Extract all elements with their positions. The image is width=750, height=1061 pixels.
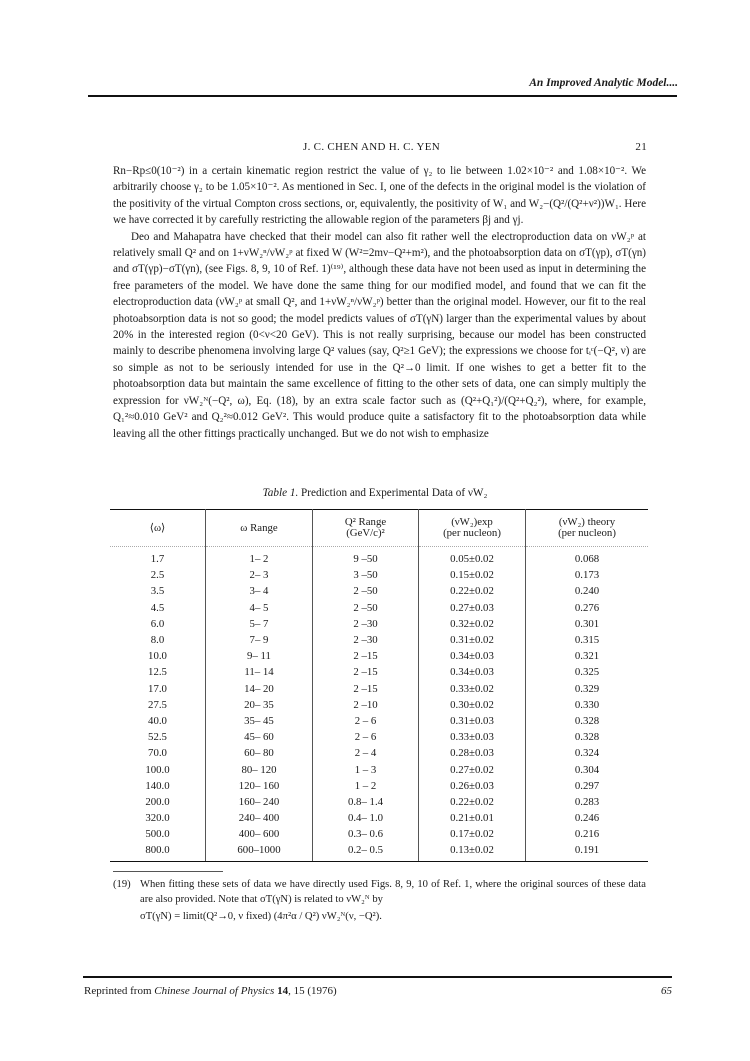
table-cell: 2– 3 [206, 567, 313, 583]
table-cell: 0.22±0.02 [419, 794, 526, 810]
table-cell: 9– 11 [206, 648, 313, 664]
table-cell: 60– 80 [206, 745, 313, 761]
table-cell: 2.5 [150, 569, 165, 582]
table-cell: 0.34±0.03 [419, 648, 526, 664]
table-cell: 0.297 [526, 778, 649, 794]
table-row [110, 778, 648, 794]
table-row [110, 547, 648, 568]
table-cell: 70.0 [148, 747, 167, 760]
data-table [110, 509, 648, 862]
table-cell: 0.329 [526, 681, 649, 697]
table-cell: 0.304 [526, 761, 649, 777]
table-row [110, 761, 648, 777]
table-cell: 600–1000 [206, 842, 313, 861]
table-caption-label: Table 1. [262, 487, 299, 499]
table-cell: 0.2– 0.5 [313, 842, 419, 861]
table-cell: 2 – 4 [313, 745, 419, 761]
table-cell: 14– 20 [206, 681, 313, 697]
table-cell: 0.328 [526, 713, 649, 729]
table-cell: 2 –15 [313, 664, 419, 680]
table-row [110, 616, 648, 632]
table-cell: 0.15±0.02 [419, 567, 526, 583]
table-caption [0, 487, 750, 499]
table-cell: 2 –15 [313, 648, 419, 664]
table-cell: 1 – 3 [313, 761, 419, 777]
column-header: Q² Range (GeV/c)² [313, 510, 419, 547]
body-text [113, 163, 646, 442]
table-cell: 0.321 [526, 648, 649, 664]
table-cell: 2 –15 [313, 681, 419, 697]
table-row [110, 583, 648, 599]
footnote-text: When fitting these sets of data we have directly used Figs. 8, 9, 10 of Ref. 1, where the original sources of these data are also provided. Note that σT(γN) is related to νW₂ᴺ by [140, 879, 646, 905]
table-caption-text: Prediction and Experimental Data of νW₂ [301, 487, 488, 499]
table-cell: 0.05±0.02 [419, 547, 526, 568]
footer-prefix: Reprinted from [84, 985, 155, 997]
table-cell: 0.31±0.02 [419, 632, 526, 648]
table-cell: 10.0 [148, 650, 167, 663]
footer-volume: 14 [277, 985, 289, 997]
table-cell: 0.328 [526, 729, 649, 745]
table-cell: 0.191 [526, 842, 649, 861]
journal-page-number: 21 [635, 141, 647, 153]
table-cell: 0.30±0.02 [419, 697, 526, 713]
table-cell: 11– 14 [206, 664, 313, 680]
table-cell: 0.240 [526, 583, 649, 599]
table-cell: 0.32±0.02 [419, 616, 526, 632]
table-cell: 0.34±0.03 [419, 664, 526, 680]
table-row [110, 664, 648, 680]
table-cell: 4– 5 [206, 600, 313, 616]
table-cell: 0.27±0.03 [419, 600, 526, 616]
table-cell: 400– 600 [206, 826, 313, 842]
top-rule [88, 95, 677, 97]
table-row [110, 810, 648, 826]
column-header: ⟨ω⟩ [110, 510, 206, 547]
table-cell: 3 –50 [313, 567, 419, 583]
paragraph: Deo and Mahapatra have checked that their model can also fit rather well the electroproduction data on νW₂ᵖ at relatively small Q² and on 1+νW₂ⁿ/νW₂ᵖ at fixed W (W²=2mν−Q²+m²), and the photoabsorption data on σT(γp), σT(γn) and σT(γp)−σT(γn), (see Figs. 8, 9, 10 of Ref. 1)⁽¹⁹⁾, although these data have not been used as input in determining the free parameters of the model. We have done the same thing for our modified model, and found that we can fit the electroproduction data (νW₂ᵖ at small Q², and 1+νW₂ⁿ/νW₂ᵖ) better than the original model. However, our fit to the real photoabsorption data is not so good; the model predicts values of σT(γN) larger than the experimental values by about 20% in the interested region (0<ν<20 GeV). This is not really surprising, because our model has been constructed mainly to describe phenomena involving large Q² values (say, Q²≥1 GeV); the expressions we choose for tᵢᶜ(−Q², ν) are so simple as not to be seriously intended for use in the Q²→0 limit. If one wishes to get a better fit to the photoabsorption data but maintain the same excellence of fitting to the other sets of data, one can simply multiply the expression for νW₂ᴺ(−Q², ω), Eq. (18), by an extra scale factor such as (Q²+Q₁²)/(Q²+Q₂²), where, for example, Q₁²≈0.010 GeV² and Q₂²≈0.012 GeV². This would produce quite a satisfactory fit to the photoabsorption data while leaving all the other fittings practically unchanged. But we do not wish to emphasize [113, 230, 646, 440]
table-cell: 52.5 [148, 731, 167, 744]
table-cell: 0.31±0.03 [419, 713, 526, 729]
table-cell: 0.21±0.01 [419, 810, 526, 826]
table-cell: 120– 160 [206, 778, 313, 794]
table-cell: 3– 4 [206, 583, 313, 599]
table-cell: 0.301 [526, 616, 649, 632]
table-cell: 0.22±0.02 [419, 583, 526, 599]
column-header: ω Range [206, 510, 313, 547]
table-row [110, 697, 648, 713]
table-cell: 320.0 [145, 812, 170, 825]
table-cell: 1.7 [150, 553, 165, 566]
data-table-wrapper [110, 509, 648, 862]
table-cell: 9 –50 [313, 547, 419, 568]
table-cell: 2 –50 [313, 600, 419, 616]
table-cell: 0.246 [526, 810, 649, 826]
table-cell: 200.0 [145, 795, 170, 808]
table-cell: 3.5 [150, 585, 165, 598]
table-cell: 2 –10 [313, 697, 419, 713]
table-cell: 1– 2 [206, 547, 313, 568]
table-cell: 4.5 [150, 601, 165, 614]
table-cell: 12.5 [148, 666, 167, 679]
column-header: (νW₂) theory (per nucleon) [526, 510, 649, 547]
table-cell: 160– 240 [206, 794, 313, 810]
table-body [110, 547, 648, 862]
table-cell: 2 – 6 [313, 729, 419, 745]
table-cell: 80– 120 [206, 761, 313, 777]
table-cell: 17.0 [148, 682, 167, 695]
table-cell: 0.068 [526, 547, 649, 568]
table-cell: 40.0 [148, 714, 167, 727]
table-row [110, 729, 648, 745]
column-header: (νW₂)exp (per nucleon) [419, 510, 526, 547]
page-number: 65 [661, 985, 672, 997]
table-cell: 0.3– 0.6 [313, 826, 419, 842]
footer-journal: Chinese Journal of Physics [154, 985, 275, 997]
table-row [110, 794, 648, 810]
table-cell: 0.33±0.02 [419, 681, 526, 697]
table-cell: 0.276 [526, 600, 649, 616]
table-cell: 6.0 [150, 617, 165, 630]
table-cell: 0.216 [526, 826, 649, 842]
table-cell: 100.0 [145, 763, 170, 776]
table-cell: 5– 7 [206, 616, 313, 632]
table-cell: 800.0 [110, 842, 206, 861]
table-cell: 7– 9 [206, 632, 313, 648]
table-row [110, 681, 648, 697]
table-row [110, 745, 648, 761]
footnote-number: (19) [113, 879, 131, 890]
table-cell: 0.315 [526, 632, 649, 648]
table-cell: 2 –50 [313, 583, 419, 599]
table-cell: 35– 45 [206, 713, 313, 729]
table-cell: 0.33±0.03 [419, 729, 526, 745]
running-title: An Improved Analytic Model.... [529, 77, 678, 89]
table-row [110, 600, 648, 616]
table-cell: 0.283 [526, 794, 649, 810]
table-cell: 140.0 [145, 779, 170, 792]
table-cell: 20– 35 [206, 697, 313, 713]
table-cell: 0.28±0.03 [419, 745, 526, 761]
table-row [110, 567, 648, 583]
footnote-formula: σT(γN) = limit(Q²→0, ν fixed) (4π²α / Q²) νW₂ᴺ(ν, −Q²). [140, 911, 382, 922]
table-cell: 8.0 [150, 634, 165, 647]
table-cell: 45– 60 [206, 729, 313, 745]
table-cell: 0.4– 1.0 [313, 810, 419, 826]
table-header-row [110, 510, 648, 547]
table-cell: 2 –30 [313, 616, 419, 632]
table-cell: 2 –30 [313, 632, 419, 648]
table-cell: 0.8– 1.4 [313, 794, 419, 810]
table-cell: 1 – 2 [313, 778, 419, 794]
footnote [113, 877, 646, 924]
footnote-rule [113, 871, 223, 872]
footer-citation: , 15 (1976) [288, 985, 337, 997]
table-cell: 0.325 [526, 664, 649, 680]
table-row [110, 826, 648, 842]
table-row [110, 713, 648, 729]
table-cell: 27.5 [148, 698, 167, 711]
table-row [110, 632, 648, 648]
table-cell: 0.17±0.02 [419, 826, 526, 842]
table-cell: 0.26±0.03 [419, 778, 526, 794]
paragraph: Rn−Rp≤0(10⁻²) in a certain kinematic region restrict the value of γ₂ to lie between 1.02×10⁻² and 1.08×10⁻². We arbitrarily choose γ₂ to be 1.05×10⁻². As mentioned in Sec. I, one of the defects in the original model is the violation of the positivity of the virtual Compton cross sections, or, equivalently, the positivity of W₁ and W₂−(Q²/(Q²+ν²))W₁. Here we have corrected it by carefully restricting the allowable region of the parameters βj and γj. [113, 165, 646, 227]
table-cell: 240– 400 [206, 810, 313, 826]
table-row [110, 648, 648, 664]
table-cell: 0.27±0.02 [419, 761, 526, 777]
table-cell: 0.324 [526, 745, 649, 761]
table-cell: 0.330 [526, 697, 649, 713]
table-cell: 2 – 6 [313, 713, 419, 729]
footer [84, 985, 672, 997]
bottom-rule [83, 976, 672, 978]
table-cell: 500.0 [145, 828, 170, 841]
authors: J. C. CHEN AND H. C. YEN [303, 141, 440, 153]
table-cell: 0.13±0.02 [419, 842, 526, 861]
table-cell: 0.173 [526, 567, 649, 583]
table-row [110, 842, 648, 861]
